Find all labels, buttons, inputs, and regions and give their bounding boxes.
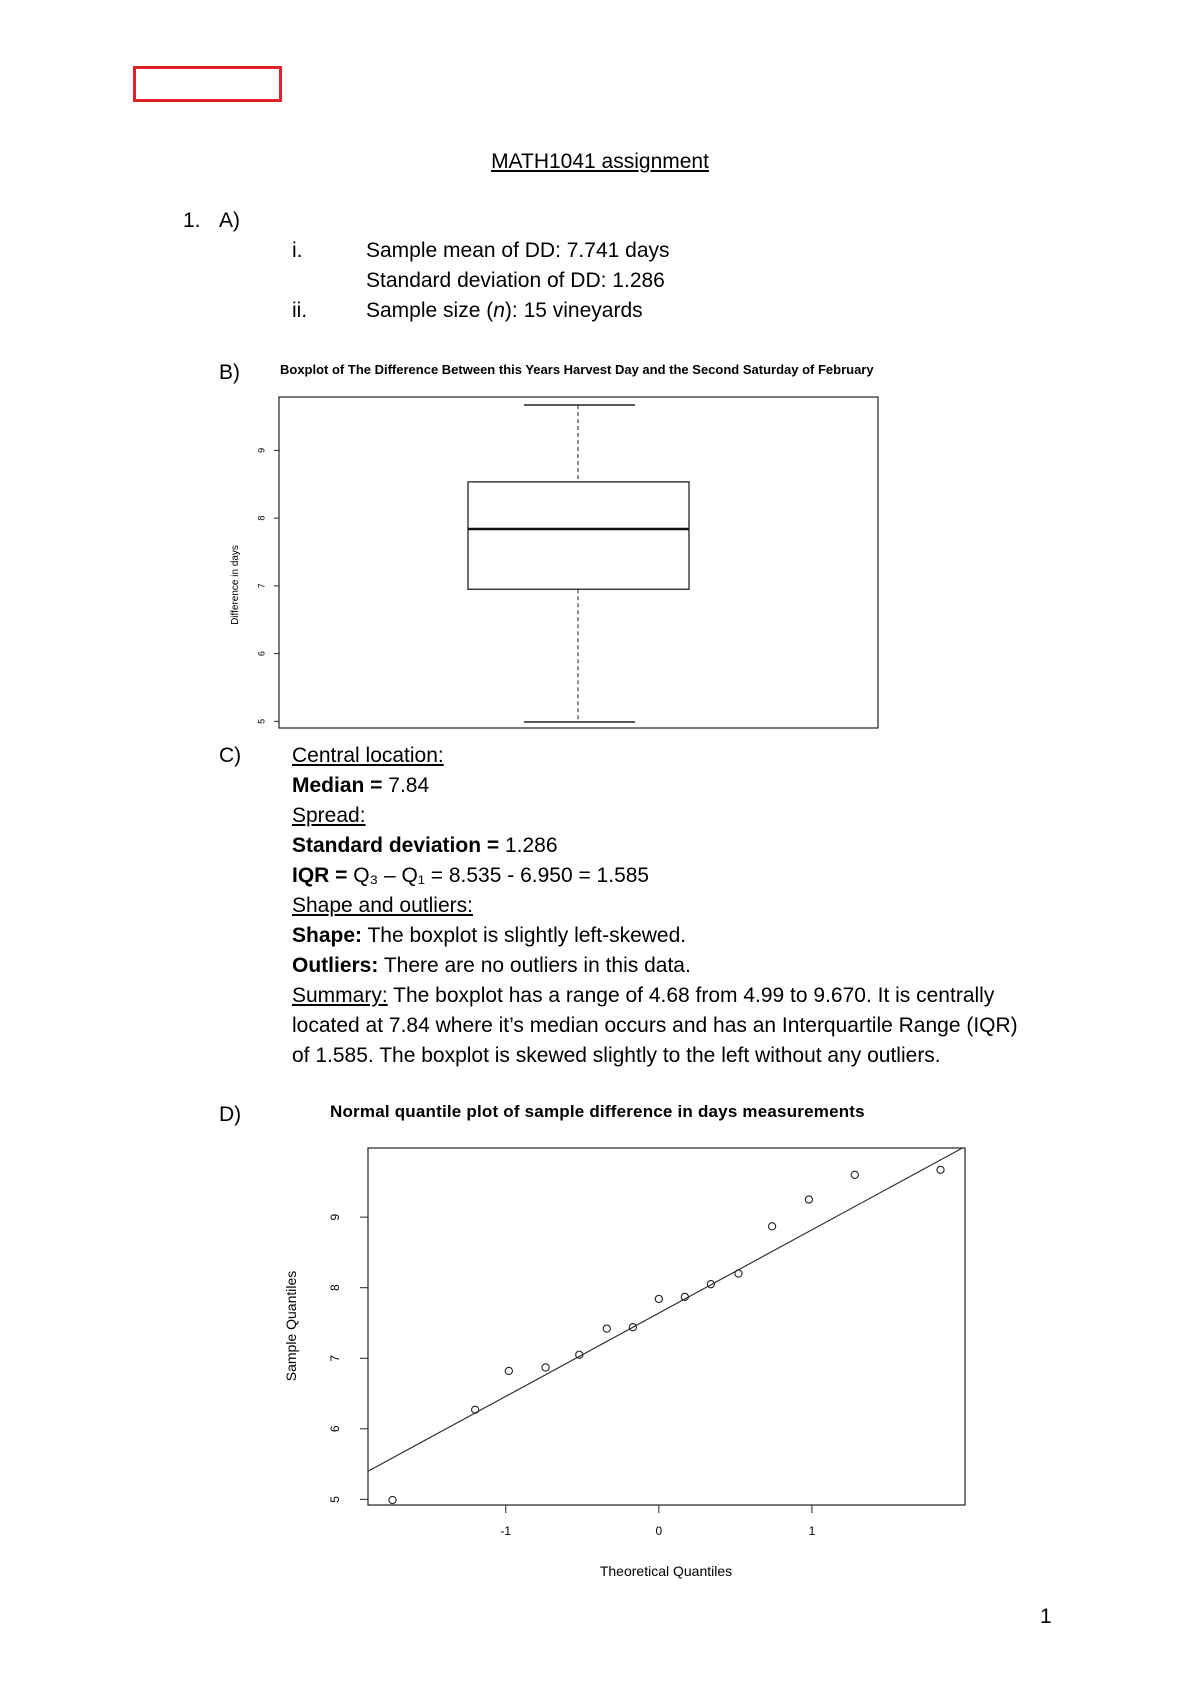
shape-line: Shape: The boxplot is slightly left-skewed. (292, 924, 687, 947)
qqplot-ylabel: Sample Quantiles (283, 1270, 299, 1382)
qqplot-x-tick-label: -1 (500, 1524, 512, 1538)
boxplot-y-tick-label: 6 (256, 651, 267, 657)
qqplot-point (655, 1295, 662, 1302)
spread-heading: Spread: (292, 804, 366, 827)
item-ii-label: ii. (292, 299, 308, 322)
qqplot-point (937, 1166, 944, 1173)
sample-mean-line: Sample mean of DD: 7.741 days (366, 239, 670, 262)
qqplot-y-tick-label: 5 (328, 1496, 343, 1503)
boxplot-y-tick-label: 9 (256, 447, 267, 453)
part-a-label: A) (219, 209, 240, 232)
boxplot-title: Boxplot of The Difference Between this Years Harvest Day and the Second Saturday of February (280, 362, 874, 377)
shape-outliers-heading: Shape and outliers: (292, 894, 473, 917)
sample-size-line: Sample size (n): 15 vineyards (366, 299, 643, 322)
qqplot-point (389, 1496, 396, 1503)
item-i-label: i. (292, 239, 303, 262)
part-c-body (292, 741, 1092, 1071)
qqplot-point (472, 1406, 479, 1413)
qqplot-point (542, 1364, 549, 1371)
iqr-line: IQR = Q₃ – Q₁ = 8.535 - 6.950 = 1.585 (292, 864, 650, 887)
qqplot-point (769, 1223, 776, 1230)
question-number: 1. (183, 209, 201, 232)
qqplot-point (505, 1367, 512, 1374)
part-c-label: C) (219, 744, 242, 767)
qqplot-reference-line (368, 1148, 962, 1471)
qqplot-xlabel: Theoretical Quantiles (599, 1563, 733, 1579)
boxplot-y-tick-label: 7 (256, 583, 267, 589)
summary-paragraph: Summary: The boxplot has a range of 4.68 from 4.99 to 9.670. It is centrally located at 7.84 where it’s median occurs and has an Interquartile Range (IQR) of 1.585. The boxplot is skewed slightly to the left without any outliers. (292, 984, 1018, 1067)
qqplot-x-tick-label: 0 (655, 1524, 663, 1538)
boxplot-ylabel: Difference in days (230, 545, 241, 625)
part-d-label: D) (219, 1103, 242, 1126)
qqplot-point (603, 1325, 610, 1332)
qqplot-x-tick-label: 1 (808, 1524, 816, 1538)
qqplot-point (805, 1196, 812, 1203)
qqplot-title: Normal quantile plot of sample difference in days measurements (330, 1102, 865, 1121)
qqplot-y-tick-label: 8 (328, 1284, 343, 1292)
page-number: 1 (1040, 1605, 1052, 1628)
qq-plot-chart (270, 1130, 990, 1590)
outliers-line: Outliers: There are no outliers in this data. (292, 954, 691, 977)
std-dev-summary-line: Standard deviation = 1.286 (292, 834, 558, 857)
qqplot-point (851, 1171, 858, 1178)
qqplot-y-tick-label: 7 (328, 1354, 343, 1362)
boxplot-y-tick-label: 8 (256, 515, 267, 521)
boxplot-frame (279, 397, 878, 728)
std-dev-line: Standard deviation of DD: 1.286 (366, 269, 665, 292)
boxplot-box (468, 482, 689, 589)
boxplot-chart (220, 385, 900, 735)
qqplot-point (735, 1270, 742, 1277)
red-highlight-box (133, 66, 282, 102)
boxplot-y-tick-label: 5 (256, 718, 267, 724)
qqplot-y-tick-label: 9 (328, 1213, 343, 1221)
central-location-heading: Central location: (292, 744, 444, 767)
page-title: MATH1041 assignment (491, 150, 709, 173)
qqplot-frame (368, 1148, 965, 1505)
part-b-label: B) (219, 361, 240, 384)
median-line: Median = 7.84 (292, 774, 430, 797)
qqplot-y-tick-label: 6 (328, 1425, 343, 1433)
